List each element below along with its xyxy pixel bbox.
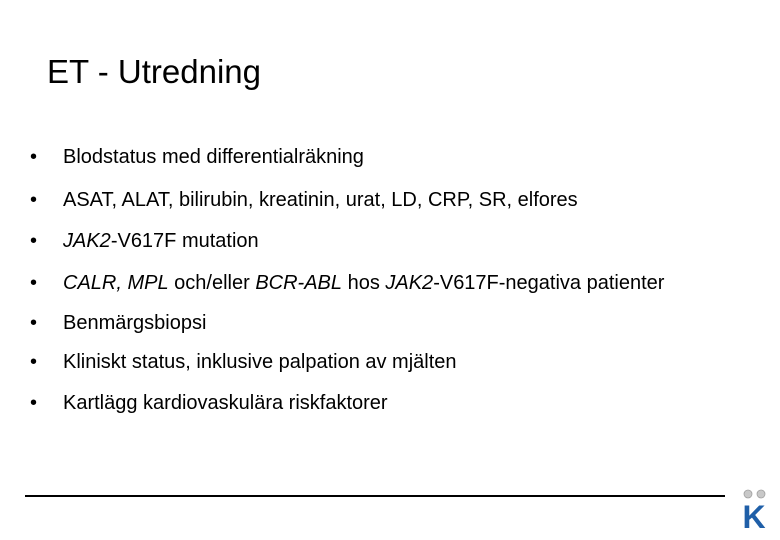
bullet-segment: Blodstatus med differentialräkning (63, 146, 364, 168)
bullet-segment: JAK2 (63, 230, 111, 252)
bullet-text (63, 228, 259, 254)
bullet-dot: • (30, 312, 38, 334)
bullet-dot: • (30, 189, 38, 211)
bullet-text (63, 390, 388, 416)
bullet-dot: • (30, 392, 38, 414)
bullet-segment: CALR, MPL (63, 272, 169, 294)
bullet-dot: • (30, 146, 38, 168)
bullet-dot: • (30, 230, 38, 252)
bullet-segment: ASAT, ALAT, bilirubin, kreatinin, urat, LD, CRP, SR, elfores (63, 189, 578, 211)
bullet-text (63, 270, 664, 296)
bullet-text (63, 310, 206, 336)
bullet-dot: • (30, 272, 38, 294)
bullet-segment: BCR-ABL (255, 272, 343, 294)
slide-title: ET - Utredning (47, 53, 261, 90)
svg-text:K: K (742, 499, 766, 531)
bullet-segment: Benmärgsbiopsi (63, 312, 207, 334)
bullet-segment: -V617F-negativa patienter (433, 272, 665, 294)
bullet-segment: Kartlägg kardiovaskulära riskfaktorer (63, 392, 388, 414)
footer-divider (25, 495, 725, 497)
bullet-segment: Kliniskt status, inklusive palpation av mjälten (63, 351, 457, 373)
bullet-text (63, 187, 578, 213)
bullet-dot: • (30, 351, 38, 373)
bullet-segment: JAK2 (385, 272, 434, 294)
bullet-segment: -V617F mutation (110, 230, 259, 252)
bullet-segment: hos (342, 272, 386, 294)
bullet-segment: och/eller (168, 272, 256, 294)
logo-icon (739, 487, 769, 531)
bullet-text (63, 144, 364, 170)
bullet-text (63, 349, 457, 375)
